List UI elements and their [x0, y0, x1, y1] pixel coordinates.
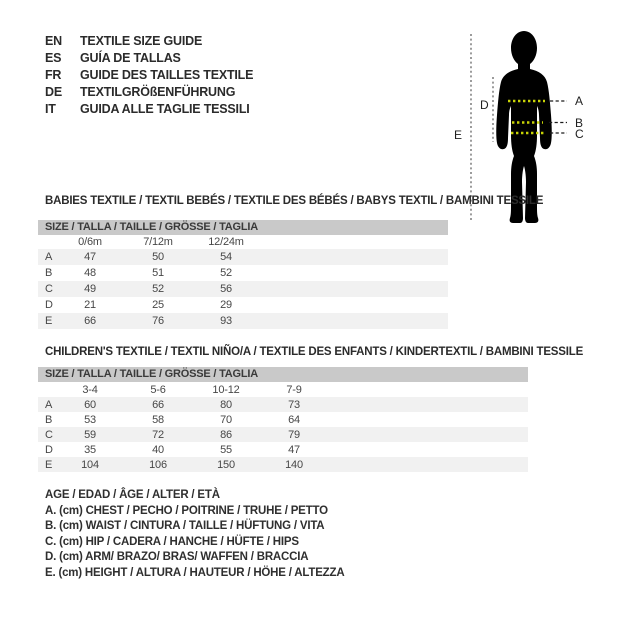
figure-label-d: D [480, 98, 489, 112]
column-header: 12/24m [208, 236, 244, 248]
table-row [38, 412, 528, 427]
cell-value: 64 [288, 413, 300, 426]
cell-value: 60 [84, 398, 96, 411]
cell-value: 40 [152, 443, 164, 456]
cell-value: 29 [220, 299, 232, 311]
cell-value: 50 [152, 251, 164, 263]
lang-row-en [45, 33, 253, 50]
lang-title: TEXTILE SIZE GUIDE [80, 34, 203, 48]
cell-value: 53 [84, 413, 96, 426]
legend-item-waist: B. (cm) WAIST / CINTURA / TAILLE / HÜFTUNG / VITA [45, 520, 325, 532]
row-label: A [45, 251, 53, 263]
legend-item-arm: D. (cm) ARM/ BRAZO/ BRAS/ WAFFEN / BRACCIA [45, 551, 309, 563]
figure-label-e: E [454, 128, 463, 142]
children-section-title: CHILDREN'S TEXTILE / TEXTIL NIÑO/A / TEXTILE DES ENFANTS / KINDERTEXTIL / BAMBINI TESSILE [45, 346, 584, 358]
column-header: 0/6m [78, 236, 102, 248]
cell-value: 66 [152, 398, 164, 411]
size-header-bar: SIZE / TALLA / TAILLE / GRÖSSE / TAGLIA [38, 367, 528, 382]
table-row [38, 442, 528, 457]
lang-row-fr [45, 67, 253, 84]
cell-value: 59 [84, 428, 96, 441]
cell-value: 55 [220, 443, 232, 456]
size-header-bar: SIZE / TALLA / TAILLE / GRÖSSE / TAGLIA [38, 220, 448, 235]
cell-value: 54 [220, 251, 232, 263]
lang-row-es [45, 50, 253, 67]
cell-value: 25 [152, 299, 164, 311]
cell-value: 48 [84, 267, 96, 279]
column-header: 3-4 [82, 383, 98, 396]
row-label: B [45, 267, 53, 279]
figure-label-a: A [575, 94, 584, 108]
measurement-legend [45, 488, 344, 581]
cell-value: 58 [152, 413, 164, 426]
table-row [38, 249, 448, 265]
cell-value: 49 [84, 283, 96, 295]
cell-value: 56 [220, 283, 232, 295]
table-row [38, 281, 448, 297]
cell-value: 73 [288, 398, 300, 411]
column-header-row [38, 235, 448, 249]
cell-value: 21 [84, 299, 96, 311]
babies-size-table [38, 220, 448, 329]
lang-row-de [45, 84, 253, 101]
children-size-table [38, 367, 528, 472]
row-label: C [45, 283, 53, 295]
lang-code: ES [45, 51, 62, 65]
table-row [38, 427, 528, 442]
cell-value: 79 [288, 428, 300, 441]
legend-age-line: AGE / EDAD / ÂGE / ALTER / ETÀ [45, 489, 220, 501]
row-label: A [45, 398, 53, 411]
lang-code: FR [45, 68, 62, 82]
lang-code: DE [45, 85, 62, 99]
lang-title: GUIDA ALLE TAGLIE TESSILI [80, 102, 250, 116]
figure-label-c: C [575, 127, 584, 141]
lang-code: IT [45, 102, 56, 116]
row-label: E [45, 458, 53, 471]
row-label: C [45, 428, 53, 441]
figure-label-b: B [575, 116, 584, 130]
cell-value: 35 [84, 443, 96, 456]
cell-value: 51 [152, 267, 164, 279]
lang-title: GUIDE DES TAILLES TEXTILE [80, 68, 254, 82]
language-title-list [45, 33, 253, 118]
cell-value: 72 [152, 428, 164, 441]
cell-value: 70 [220, 413, 232, 426]
lang-title: TEXTILGRÖßENFÜHRUNG [80, 85, 236, 99]
table-row [38, 313, 448, 329]
column-header: 10-12 [212, 383, 240, 396]
cell-value: 66 [84, 315, 96, 327]
cell-value: 76 [152, 315, 164, 327]
cell-value: 52 [152, 283, 164, 295]
table-row [38, 397, 528, 412]
lang-code: EN [45, 34, 62, 48]
cell-value: 140 [285, 458, 303, 471]
cell-value: 93 [220, 315, 232, 327]
cell-value: 106 [149, 458, 167, 471]
cell-value: 104 [81, 458, 99, 471]
lang-row-it [45, 101, 253, 118]
row-label: D [45, 299, 53, 311]
cell-value: 52 [220, 267, 232, 279]
cell-value: 150 [217, 458, 235, 471]
legend-item-height: E. (cm) HEIGHT / ALTURA / HAUTEUR / HÖHE / ALTEZZA [45, 566, 345, 579]
column-header-row [38, 382, 528, 397]
babies-section-title: BABIES TEXTILE / TEXTIL BEBÉS / TEXTILE DES BÉBÉS / BABYS TEXTIL / BAMBINI TESSILE [45, 195, 544, 207]
column-header: 5-6 [150, 383, 166, 396]
column-header: 7/12m [143, 236, 173, 248]
row-label: B [45, 413, 53, 426]
table-row [38, 457, 528, 472]
cell-value: 80 [220, 398, 232, 411]
cell-value: 86 [220, 428, 232, 441]
lang-title: GUÍA DE TALLAS [80, 51, 181, 65]
table-row [38, 265, 448, 281]
cell-value: 47 [288, 443, 300, 456]
row-label: E [45, 315, 53, 327]
cell-value: 47 [84, 251, 96, 263]
legend-item-hip: C. (cm) HIP / CADERA / HANCHE / HÜFTE / HIPS [45, 535, 299, 548]
legend-item-chest: A. (cm) CHEST / PECHO / POITRINE / TRUHE / PETTO [45, 504, 328, 517]
row-label: D [45, 443, 53, 456]
column-header: 7-9 [286, 383, 302, 396]
table-row [38, 297, 448, 313]
